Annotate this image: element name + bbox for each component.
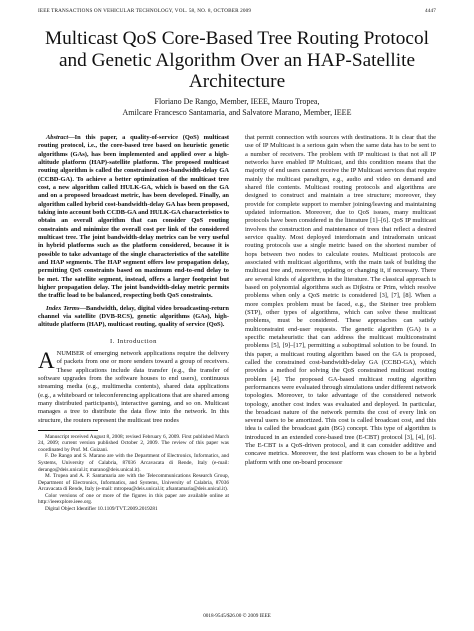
drop-cap: A [38, 347, 55, 373]
copyright-footer: 0018-9545/$26.00 © 2009 IEEE [203, 613, 271, 619]
right-column [245, 134, 436, 467]
author-block [38, 97, 436, 118]
author-line-1: Floriano De Rango, Member, IEEE, Mauro Tropea, [154, 97, 320, 106]
footnote-affiliation-1: F. De Rango and S. Marano are with the Department of Electronics, Informatics, and Systems, University of Calabria, 87036 Arcavacata di Rende, Italy (e-mail: derango@deis.unical.it; marano@deis.unical.it). [38, 453, 229, 473]
footnotes [38, 434, 229, 513]
abstract-label: Abstract [46, 134, 69, 141]
running-header [38, 8, 436, 14]
intro-paragraph [38, 347, 229, 425]
intro-first-word: NUMBER [56, 349, 85, 357]
footnote-manuscript: Manuscript received August 8, 2008; revised February 6, 2009. First published March 24, 2009; current version published October 2, 2009. The review of this paper was coordinated by Prof. M. Guizani. [38, 433, 229, 453]
footnote-divider [38, 430, 98, 431]
abstract [38, 134, 229, 301]
journal-name: IEEE TRANSACTIONS ON VEHICULAR TECHNOLOGY, VOL. 58, NO. 8, OCTOBER 2009 [38, 8, 252, 14]
author-line-2: Amilcare Francesco Santamaria, and Salvatore Marano, Member, IEEE [122, 107, 352, 117]
index-terms-label: Index Terms [46, 304, 80, 312]
body-paragraph: that permit connection with sources with destinations. It is clear that the use of IP Multicast is a serious gain when the same data has to be sent to a number of receivers. The problem with IP multicast is that not all IP networks have enabled IP Multicast, and this condition means that the majority of end users cannot receive the IP Multicast services that require mainly the multicast paradigm, e.g., audio and video on demand and shared file contents. Multicast routing protocols and algorithms are designed to construct and maintain a tree structure; moreover, they provide for complete support to member joining/leaving and maintaining updated information. Moreover, due to QoS issues, many multicast protocols have been considered in the literature [1]–[6]. QoS IP multicast involves the construction and maintenance of trees that reflect a desired service quality. Most deployed interdomain and intradomain unicast routing protocols use a single metric based on the shortest number of hops between two nodes to calculate routes. Multicast protocols are associated with multicast algorithms, with the main task of building the multicast tree and, moreover, updating or changing it, if necessary. There are several kinds of algorithms in the literature. The classical approach is based on polynomial algorithms such as Dijkstra or Prim, which resolve problems when only a QoS metric is considered [3], [7], [8]. When a more complex problem must be faced, e.g., the Steiner tree problem (STP), other types of algorithms, which can solve these multicast problems, must be considered. These approaches can satisfy multiconstraint end-user requests. The genetic algorithm (GA) is a specific metaheuristic that can address the multicast multiconstraint problems [5], [9]–[17], permitting a suboptimal solution to be found. In this paper, a multicast routing algorithm based on the GA is proposed, called the constrained cost-bandwidth-delay GA (CCBD-GA), which provides a method for solving the QoS constrained multicast routing problem [4]. The proposed GA-based multicast routing algorithm performances were evaluated through simulations under different network topologies. Moreover, to take advantage of the considered network topology, another cost index was evaluated and deployed. In particular, the broadcast nature of the network permits the cost of every link on several users to be amortized. This cost is called broadcast cost, and this idea is called the broadcast gain (BG) concept. This type of algorithm is introduced in an extended core-based tree (E-CBT) protocol [3], [4], [6]. The E-CBT is a QoS-driven protocol, and it can consider additive and concave metrics. Moreover, the test platform was chosen to be a hybrid platform with one on-board processor [245, 134, 436, 466]
index-terms-text: —Bandwidth, delay, digital video broadcasting-return channel via satellite (DVB-RCS), genetic algorithms (GAs), high-altitude platform (HAP), multicast routing, quality of service (QoS). [38, 304, 229, 329]
index-terms [38, 305, 229, 330]
page-number: 4447 [425, 8, 436, 14]
footnote-affiliation-2: M. Tropea and A. F. Santamaria are with the Telecommunications Research Group, Department of Electronics, Informatics, and Systems, University of Calabria, 87036 Arcavacata di Rende, Italy (e-mail: mtropea@deis.unical.it; afsantamaria@deis.unical.it). [38, 473, 229, 493]
paper-title: Multicast QoS Core-Based Tree Routing Protocol and Genetic Algorithm Over an HAP-Satellite Architecture [44, 28, 429, 92]
left-column [38, 134, 229, 512]
abstract-text: —In this paper, a quality-of-service (QoS) multicast routing protocol, i.e., the core-based tree based on heuristic genetic algorithms (GAs), has been implemented and applied over a high-altitude platform (HAP)-satellite platform. The proposed multicast routing algorithm is called the constrained cost-bandwidth-delay GA (CCBD-GA). To achieve a better optimization of the multicast tree cost, a new algorithm called HULK-GA, which is based on the GA and on a proposed broadcast metric, has been developed. Finally, an algorithm called hybrid cost-bandwidth-delay GA has been proposed, taking into account both CCDB-GA and HULK-GA characteristics to obtain an overall algorithm that can consider QoS routing constraints and minimize the overall cost per link of the considered multicast tree. The joint bandwidth-delay metrics can be very useful in hybrid platforms such as the platform considered, because it is possible to take advantage of the single characteristics of the satellite and HAP segments. The HAP segment offers low propagation delay, permitting QoS constraints based on maximum end-to-end delay to be met. The satellite segment, instead, offers a larger footprint but higher propagation delay. The joint bandwidth-delay metric permits the traffic load to be balanced, respecting both QoS constraints. [38, 134, 229, 300]
section-heading-introduction: I. Introduction [109, 337, 158, 345]
intro-text: of emerging network applications require the delivery of packets from one or more senders toward a group of receivers. These applications include data transfer (e.g., the transfer of software upgrades from the software houses to end users), continuous streaming media (e.g., multimedia contents), shared data applications (e.g., a whiteboard or teleconferencing applications that are shared among many distributed participants), interactive gaming, and so on. Multicast manages a tree to distribute the data flow into the network. In this structure, the routers represent the multicast tree nodes [38, 349, 229, 424]
footnote-color-versions: Color versions of one or more of the figures in this paper are available online at http://ieeexplore.ieee.org. [38, 492, 229, 506]
footnote-doi: Digital Object Identifier 10.1109/TVT.2009.2019281 [45, 505, 158, 512]
